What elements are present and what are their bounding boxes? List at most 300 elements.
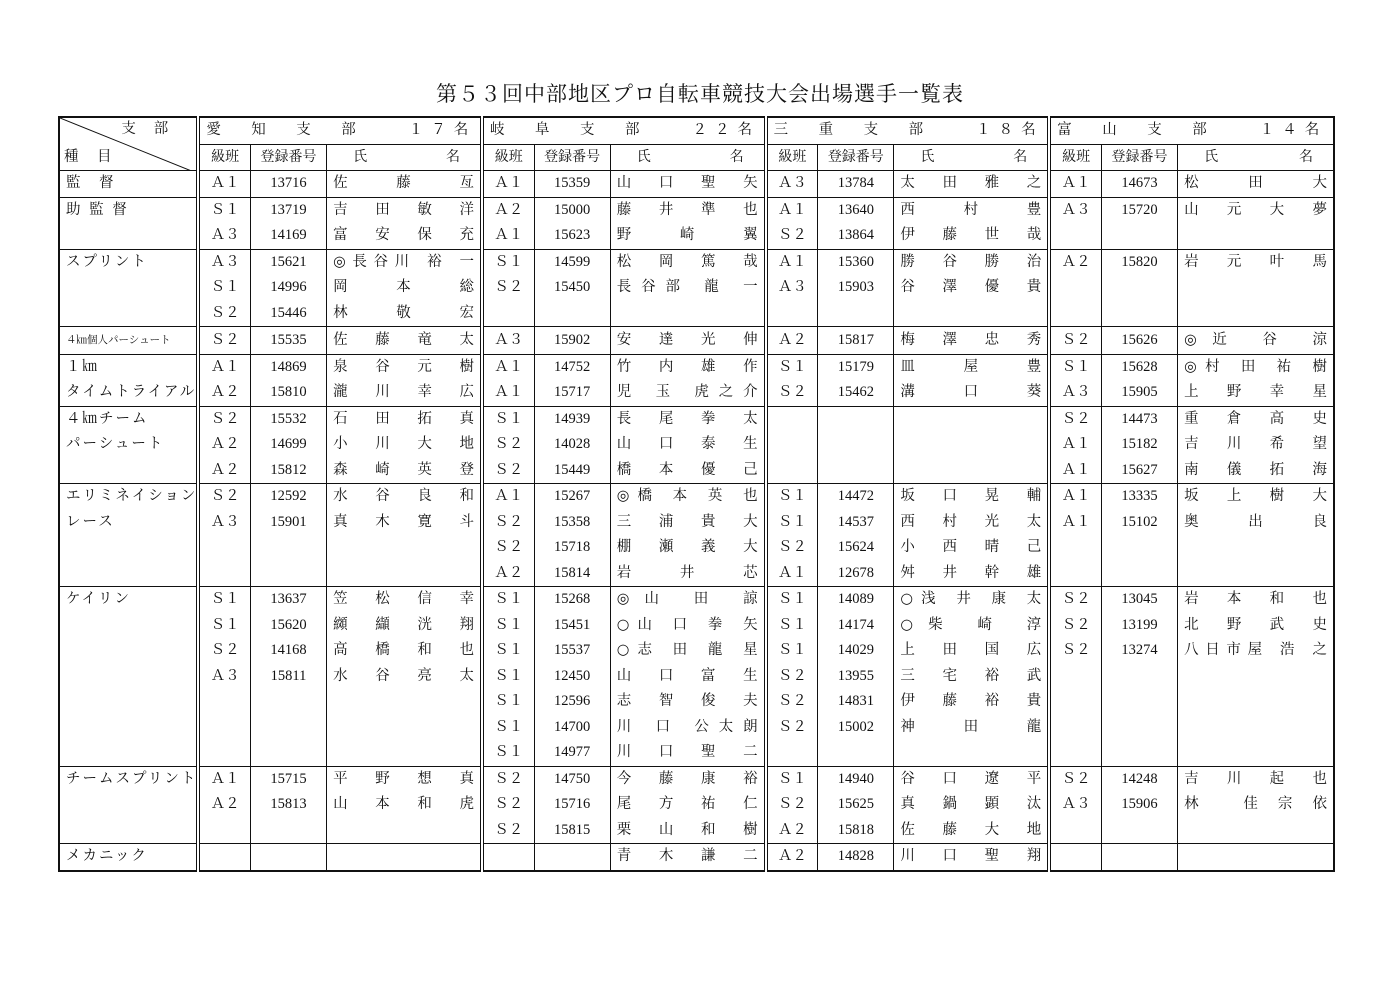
rider-name-cell: 平 野 想 真 [327,766,482,792]
table-row [59,380,1334,406]
class-cell [766,406,818,432]
reg-number-cell [1101,535,1177,561]
class-cell: Ａ３ [766,171,818,198]
reg-number-cell: 13045 [1101,587,1177,613]
class-cell: Ａ３ [198,510,250,536]
reg-number-cell: 13784 [818,171,894,198]
rider-name-cell: 山 本 和 虎 [327,792,482,818]
reg-number-cell: 15000 [534,197,610,223]
rider-name-cell: 棚 瀬 義 大 [610,535,765,561]
class-cell: Ａ１ [766,197,818,223]
rider-name-cell: 青 木 謙 二 [610,844,765,871]
rider-name-cell [327,740,482,766]
class-cell [1049,223,1101,249]
reg-number-cell: 14029 [818,638,894,664]
class-cell [198,689,250,715]
class-cell: Ａ３ [198,664,250,690]
rider-name-cell [1178,664,1334,690]
rider-name-cell [327,844,482,871]
reg-number-cell: 14089 [818,587,894,613]
class-cell: Ｓ２ [482,275,534,301]
class-cell: Ｓ１ [482,638,534,664]
reg-number-cell: 13199 [1101,613,1177,639]
reg-number-cell: 15532 [250,406,326,432]
class-cell [1049,689,1101,715]
event-category-cell [59,844,198,871]
class-cell: Ａ３ [1049,197,1101,223]
reg-number-cell: 15626 [1101,327,1177,355]
col-name-mie [894,144,1049,171]
event-category-label: メカニック [66,848,148,864]
event-category-label: パーシュート [66,436,165,452]
reg-number-cell: 14940 [818,766,894,792]
col-name-toyama [1178,144,1334,171]
event-category-cell [59,664,198,690]
reg-number-cell: 15902 [534,327,610,355]
event-category-label: 助 監 督 [66,201,129,218]
rider-name-cell: 纐 纈 洸 翔 [327,613,482,639]
rider-name-cell [1178,561,1334,587]
class-cell: Ｓ２ [766,535,818,561]
rider-name-cell [1178,275,1334,301]
class-cell: Ａ１ [766,561,818,587]
rider-name-cell: ◎長谷川 裕 一 [327,249,482,275]
class-cell: Ｓ１ [482,406,534,432]
class-cell [1049,535,1101,561]
reg-number-cell [818,406,894,432]
class-cell: Ａ１ [1049,484,1101,510]
class-cell: Ｓ２ [198,638,250,664]
table-row [59,458,1334,484]
event-category-cell [59,561,198,587]
rider-name-cell: 北 野 武 史 [1178,613,1334,639]
class-cell: Ｓ２ [198,301,250,327]
reg-number-cell [818,432,894,458]
reg-number-cell: 15624 [818,535,894,561]
rider-name-cell: ◎橋 本 英 也 [610,484,765,510]
col-class-aichi: 級班 [198,144,250,171]
class-cell [198,844,250,871]
event-category-label: ケイリン [66,591,131,607]
event-category-cell [59,301,198,327]
rider-name-cell: ◎村 田 祐 樹 [1178,354,1334,380]
rider-name-cell: 三 浦 貴 大 [610,510,765,536]
event-category-cell [59,327,198,355]
reg-number-cell [1101,664,1177,690]
reg-number-cell: 15182 [1101,432,1177,458]
class-cell: Ｓ２ [198,484,250,510]
reg-number-cell: 14752 [534,354,610,380]
rider-name-cell: 川 口 公太朗 [610,715,765,741]
reg-number-cell: 14673 [1101,171,1177,198]
class-cell: Ｓ２ [1049,613,1101,639]
class-cell: Ｓ１ [482,587,534,613]
reg-number-cell: 15818 [818,818,894,844]
reg-number-cell: 15718 [534,535,610,561]
reg-number-cell [250,844,326,871]
class-cell [1049,275,1101,301]
class-cell: Ａ１ [198,171,250,198]
class-cell: Ｓ１ [766,766,818,792]
reg-number-cell: 13335 [1101,484,1177,510]
col-name-part-b: 名 [729,148,744,165]
class-cell [1049,715,1101,741]
rider-name-cell: 山 口 富 生 [610,664,765,690]
reg-number-cell: 14473 [1101,406,1177,432]
class-cell: Ａ２ [766,844,818,871]
class-cell: Ａ１ [198,354,250,380]
event-category-cell [59,638,198,664]
class-cell [482,844,534,871]
rider-name-cell [894,301,1049,327]
class-cell: Ｓ２ [766,689,818,715]
rider-name-cell: 谷 澤 優 貴 [894,275,1049,301]
class-cell: Ｓ２ [482,792,534,818]
rider-name-cell: 八日市屋 浩 之 [1178,638,1334,664]
class-cell [766,740,818,766]
class-cell: Ｓ２ [766,380,818,406]
class-cell: Ｓ２ [198,406,250,432]
reg-number-cell: 14750 [534,766,610,792]
class-cell: Ｓ１ [482,664,534,690]
rider-name-cell: 伊 藤 世 哉 [894,223,1049,249]
class-cell: Ａ１ [482,171,534,198]
rider-name-cell: 水 谷 亮 太 [327,664,482,690]
rider-name-cell [894,458,1049,484]
event-category-cell [59,715,198,741]
reg-number-cell: 15625 [818,792,894,818]
reg-number-cell: 14828 [818,844,894,871]
reg-number-cell [1101,223,1177,249]
class-cell: Ｓ１ [198,275,250,301]
event-category-cell [59,689,198,715]
rider-name-cell: 水 谷 良 和 [327,484,482,510]
class-cell [1049,561,1101,587]
reg-number-cell: 15179 [818,354,894,380]
reg-number-cell: 15814 [534,561,610,587]
reg-number-cell: 15716 [534,792,610,818]
col-name-part-b: 名 [1013,148,1028,165]
rider-name-cell: 山 口 聖 矢 [610,171,765,198]
table-row [59,223,1334,249]
rider-name-cell: 真 木 寛 斗 [327,510,482,536]
class-cell: Ｓ２ [1049,327,1101,355]
table-row [59,766,1334,792]
rider-name-cell: 西 村 光 太 [894,510,1049,536]
event-category-cell [59,587,198,613]
rider-name-cell: ○志 田 龍 星 [610,638,765,664]
col-name-part-b: 名 [445,148,460,165]
class-cell: Ｓ２ [1049,638,1101,664]
rider-name-cell: 岩 本 和 也 [1178,587,1334,613]
table-row [59,406,1334,432]
rider-name-cell: 林 敬 宏 [327,301,482,327]
reg-number-cell [534,844,610,871]
reg-number-cell: 15717 [534,380,610,406]
class-cell [198,561,250,587]
rider-name-cell: 藤 井 準 也 [610,197,765,223]
class-cell: Ａ２ [198,432,250,458]
col-reg-aichi: 登録番号 [250,144,326,171]
table-row [59,689,1334,715]
class-cell [198,535,250,561]
rider-name-cell: 笠 松 信 幸 [327,587,482,613]
event-category-label: タイムトライアル [66,384,197,400]
table-row [59,432,1334,458]
reg-number-cell: 14996 [250,275,326,301]
reg-number-cell: 15358 [534,510,610,536]
reg-number-cell: 15446 [250,301,326,327]
table-row [59,638,1334,664]
rider-name-cell: 勝 谷 勝 治 [894,249,1049,275]
reg-number-cell: 15810 [250,380,326,406]
reg-number-cell: 15820 [1101,249,1177,275]
rider-name-cell [894,740,1049,766]
rider-name-cell: 重 倉 高 史 [1178,406,1334,432]
rider-name-cell: 小 西 晴 己 [894,535,1049,561]
rider-name-cell: 皿 屋 豊 [894,354,1049,380]
class-cell: Ｓ１ [766,354,818,380]
reg-number-cell: 14939 [534,406,610,432]
table-row [59,715,1334,741]
reg-number-cell: 15817 [818,327,894,355]
rider-name-cell: 石 田 拓 真 [327,406,482,432]
event-category-label: ４㎞個人パーシュート [66,334,171,346]
reg-number-cell: 13274 [1101,638,1177,664]
reg-number-cell: 15720 [1101,197,1177,223]
class-cell [1049,844,1101,871]
reg-number-cell: 13716 [250,171,326,198]
class-cell [198,715,250,741]
class-cell: Ａ２ [766,327,818,355]
rider-name-cell [1178,689,1334,715]
event-category-cell [59,458,198,484]
rider-name-cell [327,561,482,587]
reg-number-cell: 15449 [534,458,610,484]
class-cell: Ａ１ [198,766,250,792]
class-cell: Ａ１ [482,223,534,249]
rider-name-cell: ○柴 崎 淳 [894,613,1049,639]
rider-name-cell: 坂 口 晃 輔 [894,484,1049,510]
reg-number-cell: 14699 [250,432,326,458]
event-category-cell [59,484,198,510]
rider-name-cell: 佐 藤 竜 太 [327,327,482,355]
rider-name-cell [327,818,482,844]
reg-number-cell [1101,740,1177,766]
rider-name-cell: 谷 口 遼 平 [894,766,1049,792]
rider-name-cell: 安 達 光 伸 [610,327,765,355]
reg-number-cell: 12450 [534,664,610,690]
page-title: 第５３回中部地区プロ自転車競技大会出場選手一覧表 [436,82,964,106]
col-name-part-a: 氏 [353,148,405,165]
rider-name-cell: 南 儀 拓 海 [1178,458,1334,484]
reg-number-cell: 13637 [250,587,326,613]
class-cell: Ａ１ [482,484,534,510]
rider-name-cell: 三 宅 裕 武 [894,664,1049,690]
table-row [59,818,1334,844]
class-cell: Ｓ２ [482,766,534,792]
table-row [59,664,1334,690]
reg-number-cell: 15623 [534,223,610,249]
reg-number-cell: 14174 [818,613,894,639]
reg-number-cell: 14472 [818,484,894,510]
table-row [59,844,1334,871]
table-row [59,484,1334,510]
rider-name-cell: 野 崎 翼 [610,223,765,249]
class-cell: Ｓ１ [482,715,534,741]
class-cell: Ａ２ [766,818,818,844]
class-cell: Ａ１ [1049,458,1101,484]
reg-number-cell: 13955 [818,664,894,690]
reg-number-cell: 14599 [534,249,610,275]
reg-number-cell [818,740,894,766]
class-cell: Ｓ２ [766,223,818,249]
reg-number-cell: 12596 [534,689,610,715]
reg-number-cell [250,535,326,561]
event-category-cell [59,432,198,458]
class-cell: Ｓ２ [766,792,818,818]
reg-number-cell [1101,818,1177,844]
table-row [59,275,1334,301]
corner-event-label: 種 目 [64,149,114,165]
class-cell: Ｓ１ [766,613,818,639]
rider-name-cell [327,715,482,741]
reg-number-cell: 15905 [1101,380,1177,406]
table-row [59,510,1334,536]
event-category-label: 監 督 [66,175,116,191]
rider-name-cell: 林 佳宗依 [1178,792,1334,818]
reg-number-cell [1101,275,1177,301]
reg-number-cell: 15268 [534,587,610,613]
rider-name-cell: 奥 出 良 [1178,510,1334,536]
table-row [59,613,1334,639]
col-name-part-b: 名 [1299,148,1314,165]
reg-number-cell: 14831 [818,689,894,715]
table-row [59,327,1334,355]
rider-name-cell: 栗 山 和 樹 [610,818,765,844]
reg-number-cell: 15451 [534,613,610,639]
rider-name-cell [1178,223,1334,249]
rider-name-cell [1178,740,1334,766]
class-cell [1049,818,1101,844]
class-cell: Ａ２ [1049,249,1101,275]
event-category-cell [59,613,198,639]
rider-name-cell: 太 田 雅 之 [894,171,1049,198]
event-category-label: エリミネイション [66,488,198,504]
class-cell: Ｓ２ [482,510,534,536]
class-cell: Ｓ２ [198,327,250,355]
col-name-part-a: 氏 [636,148,688,165]
table-row [59,535,1334,561]
rider-name-cell: 西 村 豊 [894,197,1049,223]
rider-name-cell: 上 田 国 広 [894,638,1049,664]
event-category-label: １㎞ [66,358,99,375]
rider-name-cell [1178,715,1334,741]
branch-header-gifu: 岐 阜 支 部 ２２名 [482,117,766,144]
rider-name-cell [610,301,765,327]
reg-number-cell [1101,689,1177,715]
class-cell: Ｓ１ [482,249,534,275]
rider-name-cell: 川 口 聖 二 [610,740,765,766]
rider-name-cell: 富 安 保 充 [327,223,482,249]
reg-number-cell: 14248 [1101,766,1177,792]
class-cell: Ａ２ [198,458,250,484]
reg-number-cell: 15627 [1101,458,1177,484]
reg-number-cell [818,458,894,484]
class-cell: Ａ２ [482,197,534,223]
event-category-label: スプリント [66,253,148,270]
reg-number-cell: 15450 [534,275,610,301]
class-cell: Ａ１ [1049,510,1101,536]
reg-number-cell: 14168 [250,638,326,664]
rider-name-cell: 舛 井 幹 雄 [894,561,1049,587]
class-cell: Ｓ１ [766,587,818,613]
reg-number-cell: 15621 [250,249,326,275]
rider-name-cell: ○浅 井 康 太 [894,587,1049,613]
rider-name-cell: 山 元 大 夢 [1178,197,1334,223]
event-category-cell [59,818,198,844]
reg-number-cell: 15812 [250,458,326,484]
table-row [59,249,1334,275]
class-cell: Ｓ１ [482,740,534,766]
class-cell: Ｓ１ [482,689,534,715]
rider-name-cell: 岡 本 総 [327,275,482,301]
reg-number-cell: 15267 [534,484,610,510]
rider-name-cell: 佐 藤 亙 [327,171,482,198]
table-row [59,740,1334,766]
reg-number-cell: 15811 [250,664,326,690]
reg-number-cell: 15360 [818,249,894,275]
class-cell: Ｓ１ [198,197,250,223]
reg-number-cell [1101,715,1177,741]
class-cell: Ａ３ [198,223,250,249]
class-cell: Ｓ１ [766,484,818,510]
reg-number-cell: 15906 [1101,792,1177,818]
rider-name-cell: 神 田 龍 [894,715,1049,741]
event-category-cell [59,197,198,223]
event-category-cell [59,406,198,432]
reg-number-cell: 12592 [250,484,326,510]
event-category-cell [59,354,198,380]
class-cell: Ａ３ [198,249,250,275]
rider-name-cell: 吉 田 敏 洋 [327,197,482,223]
col-class-gifu: 級班 [482,144,534,171]
rider-name-cell [1178,301,1334,327]
rider-name-cell: 松 岡 篤 哉 [610,249,765,275]
event-category-cell [59,223,198,249]
event-category-label: レース [66,513,115,530]
rider-name-cell: 坂 上 樹 大 [1178,484,1334,510]
rider-name-cell: 川 口 聖 翔 [894,844,1049,871]
event-category-cell [59,766,198,792]
reg-number-cell: 15715 [250,766,326,792]
reg-number-cell: 15815 [534,818,610,844]
class-cell: Ｓ１ [1049,354,1101,380]
table-row [59,587,1334,613]
table-row [59,301,1334,327]
table-row [59,792,1334,818]
event-category-cell [59,275,198,301]
event-category-cell [59,510,198,536]
class-cell: Ａ１ [1049,171,1101,198]
reg-number-cell: 14169 [250,223,326,249]
rider-name-cell: 溝 口 葵 [894,380,1049,406]
class-cell: Ａ３ [766,275,818,301]
rider-name-cell: 瀧 川 幸 広 [327,380,482,406]
reg-number-cell [250,561,326,587]
reg-number-cell [250,689,326,715]
col-name-part-a: 氏 [920,148,972,165]
